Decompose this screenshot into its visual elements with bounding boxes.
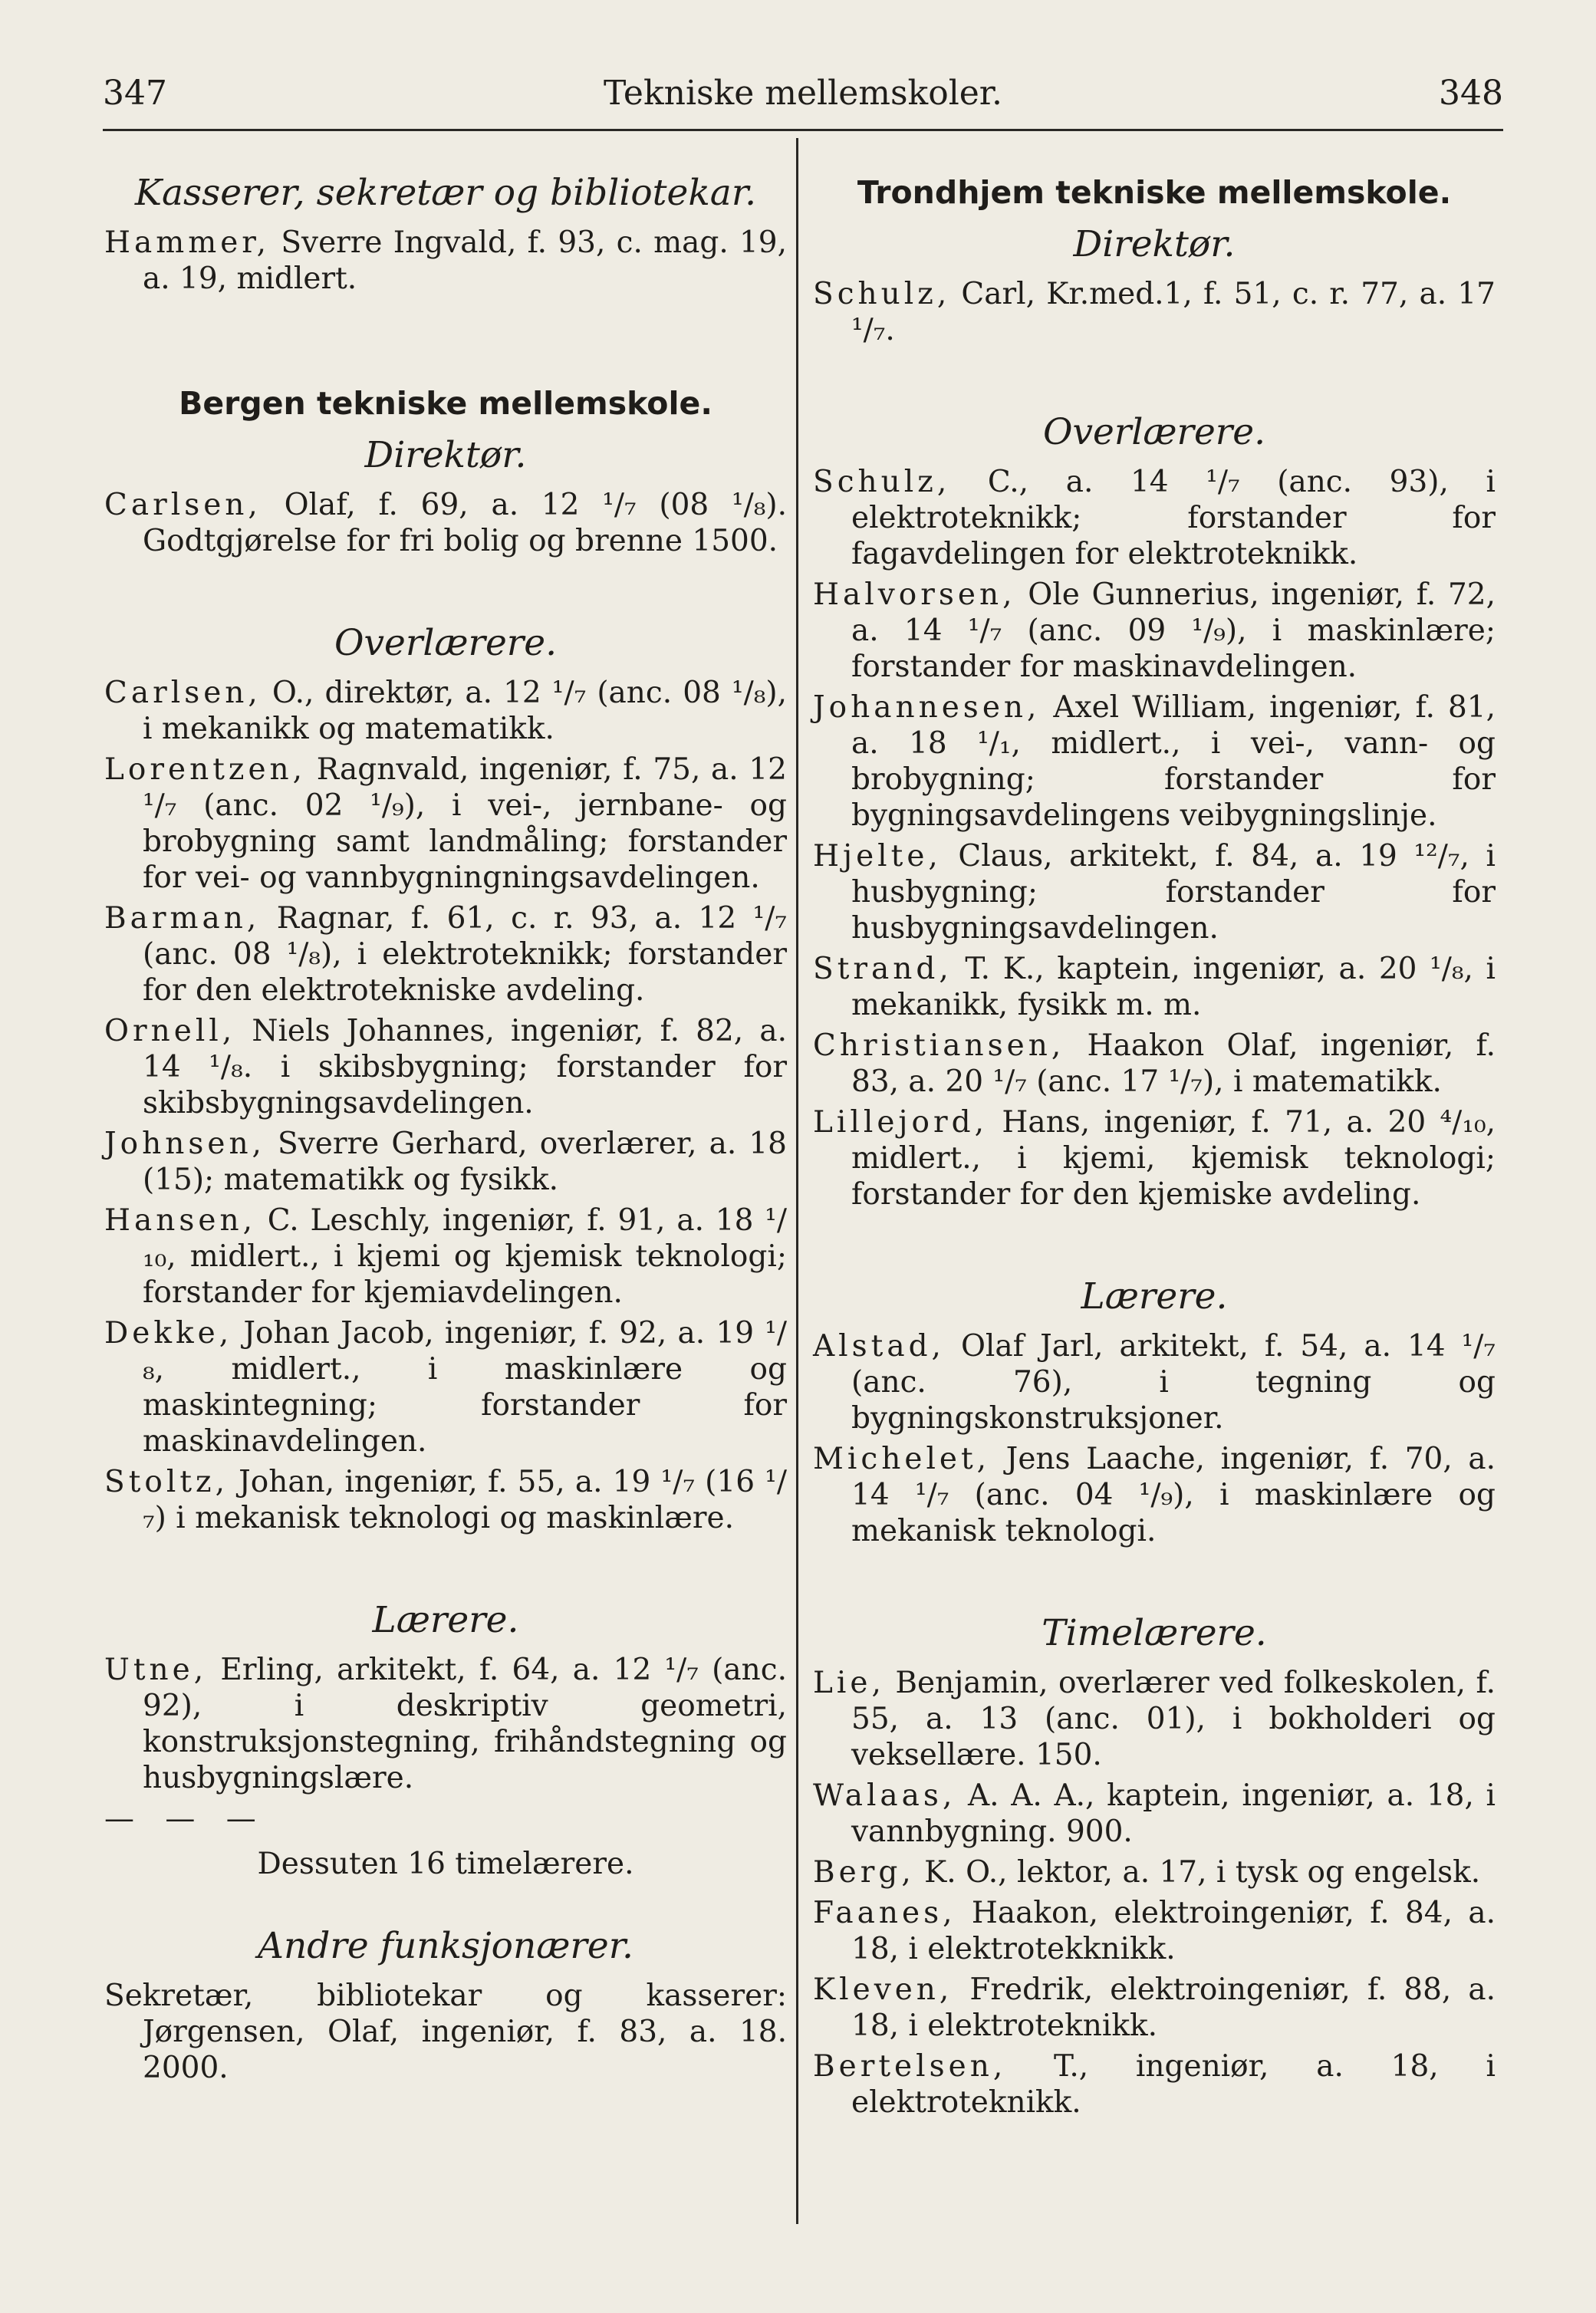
list-item: Lie, Benjamin, overlærer ved folkeskolen, f. 55, a. 13 (anc. 01), i bokholderi og veksellære. 150.: [813, 1666, 1496, 1772]
list-item: Berg, K. O., lektor, a. 17, i tysk og engelsk.: [813, 1855, 1481, 1890]
list-item: Alstad, Olaf Jarl, arkitekt, f. 54, a. 14 ¹/₇ (anc. 76), i tegning og bygningskonstruksjoner.: [813, 1329, 1496, 1436]
laerere-trondhjem-list: [813, 1328, 1496, 1549]
list-item: Stoltz, Johan, ingeniør, f. 55, a. 19 ¹/₇ (16 ¹/₇) i mekanisk teknologi og maskinlære.: [104, 1465, 787, 1535]
column-divider: [796, 138, 798, 2224]
running-title: Tekniske mellemskoler.: [603, 74, 1002, 113]
heading-kasserer: Kasserer, sekretær og bibliotekar.: [134, 172, 757, 214]
list-item: Christiansen, Haakon Olaf, ingeniør, f. 83, a. 20 ¹/₇ (anc. 17 ¹/₇), i matematikk.: [813, 1028, 1496, 1099]
heading-direktor-trondhjem: Direktør.: [1073, 223, 1236, 265]
bergen-title: Bergen tekniske mellemskole.: [179, 385, 712, 422]
page-number-left: 347: [103, 74, 167, 113]
page-header: [103, 74, 1503, 127]
list-item: Ornell, Niels Johannes, ingeniør, f. 82, a. 14 ¹/₈. i skibsbygning; forstander for skibsbygningsavdelingen.: [104, 1014, 787, 1120]
heading-direktor-bergen: Direktør.: [364, 434, 527, 476]
right-column: [813, 175, 1496, 2125]
heading-laerere-bergen: Lærere.: [372, 1599, 519, 1641]
overlaerere-trondhjem-list: [813, 464, 1496, 1212]
header-rule: [103, 129, 1503, 131]
entry-hammer: Hammer, Sverre Ingvald, f. 93, c. mag. 19, a. 19, midlert.: [104, 225, 787, 296]
list-item: Kleven, Fredrik, elektroingeniør, f. 88, a. 18, i elektroteknikk.: [813, 1972, 1496, 2043]
list-item: Carlsen, O., direktør, a. 12 ¹/₇ (anc. 08 ¹/₈), i mekanikk og matematikk.: [104, 676, 787, 746]
list-item: Lorentzen, Ragnvald, ingeniør, f. 75, a. 12 ¹/₇ (anc. 02 ¹/₉), i vei-, jernbane- og brobygning samt landmåling; forstander for vei- og vannbygningningsavdelingen.: [104, 752, 787, 895]
timelaerere-list: [813, 1665, 1496, 2121]
trondhjem-title: Trondhjem tekniske mellemskole.: [857, 174, 1452, 211]
dessuten-note: Dessuten 16 timelærere.: [257, 1847, 634, 1881]
heading-laerere-trondhjem: Lærere.: [1081, 1275, 1228, 1318]
list-item: Hansen, C. Leschly, ingeniør, f. 91, a. 18 ¹/₁₀, midlert., i kjemi og kjemisk teknologi; forstander for kjemiavdelingen.: [104, 1203, 787, 1310]
dash-separator: — — —: [104, 1801, 267, 1836]
list-item: Lillejord, Hans, ingeniør, f. 71, a. 20 ⁴/₁₀, midlert., i kjemi, kjemisk teknologi; forstander for den kjemiske avdeling.: [813, 1105, 1496, 1212]
list-item: Bertelsen, T., ingeniør, a. 18, i elektroteknikk.: [813, 2049, 1496, 2120]
list-item: Johnsen, Sverre Gerhard, overlærer, a. 18 (15); matematikk og fysikk.: [104, 1127, 787, 1197]
list-item: Barman, Ragnar, f. 61, c. r. 93, a. 12 ¹/₇ (anc. 08 ¹/₈), i elektroteknikk; forstander for den elektrotekniske avdeling.: [104, 901, 787, 1008]
list-item: Schulz, C., a. 14 ¹/₇ (anc. 93), i elektroteknikk; forstander for fagavdelingen for elektroteknikk.: [813, 465, 1496, 571]
heading-timelaerere: Timelærere.: [1042, 1612, 1267, 1654]
page-number-right: 348: [1439, 74, 1503, 113]
list-item: Faanes, Haakon, elektroingeniør, f. 84, a. 18, i elektrotekknikk.: [813, 1896, 1496, 1966]
entry-direktor-trondhjem: Schulz, Carl, Kr.med.1, f. 51, c. r. 77, a. 17 ¹/₇.: [813, 277, 1496, 347]
entry-direktor-bergen: Carlsen, Olaf, f. 69, a. 12 ¹/₇ (08 ¹/₈). Godtgjørelse for fri bolig og brenne 1500.: [104, 488, 787, 558]
list-item: Michelet, Jens Laache, ingeniør, f. 70, a. 14 ¹/₇ (anc. 04 ¹/₉), i maskinlære og mekanisk teknologi.: [813, 1442, 1496, 1548]
heading-overlaerere-bergen: Overlærere.: [334, 622, 558, 664]
list-item: Strand, T. K., kaptein, ingeniør, a. 20 ¹/₈, i mekanikk, fysikk m. m.: [813, 952, 1496, 1022]
entry-sekretaer: Sekretær, bibliotekar og kasserer: Jørgensen, Olaf, ingeniør, f. 83, a. 18. 2000.: [104, 1979, 787, 2085]
overlaerere-bergen-list: [104, 675, 787, 1536]
entry-utne: Utne, Erling, arkitekt, f. 64, a. 12 ¹/₇ (anc. 92), i deskriptiv geometri, konstruksjonstegning, frihåndstegning og husbygningslære.: [104, 1653, 787, 1795]
list-item: Halvorsen, Ole Gunnerius, ingeniør, f. 72, a. 14 ¹/₇ (anc. 09 ¹/₉), i maskinlære; forstander for maskinavdelingen.: [813, 577, 1496, 684]
list-item: Walaas, A. A. A., kaptein, ingeniør, a. 18, i vannbygning. 900.: [813, 1778, 1496, 1849]
list-item: Hjelte, Claus, arkitekt, f. 84, a. 19 ¹²/₇, i husbygning; forstander for husbygningsavdelingen.: [813, 839, 1496, 946]
list-item: Dekke, Johan Jacob, ingeniør, f. 92, a. 19 ¹/₈, midlert., i maskinlære og maskintegning; forstander for maskinavdelingen.: [104, 1316, 787, 1459]
list-item: Johannesen, Axel William, ingeniør, f. 81, a. 18 ¹/₁, midlert., i vei-, vann- og brobygning; forstander for bygningsavdelingens veibygningslinje.: [813, 690, 1496, 833]
heading-andre-funksjonaerer: Andre funksjonærer.: [258, 1925, 633, 1967]
heading-overlaerere-trondhjem: Overlærere.: [1042, 411, 1266, 453]
left-column: [104, 172, 787, 2091]
